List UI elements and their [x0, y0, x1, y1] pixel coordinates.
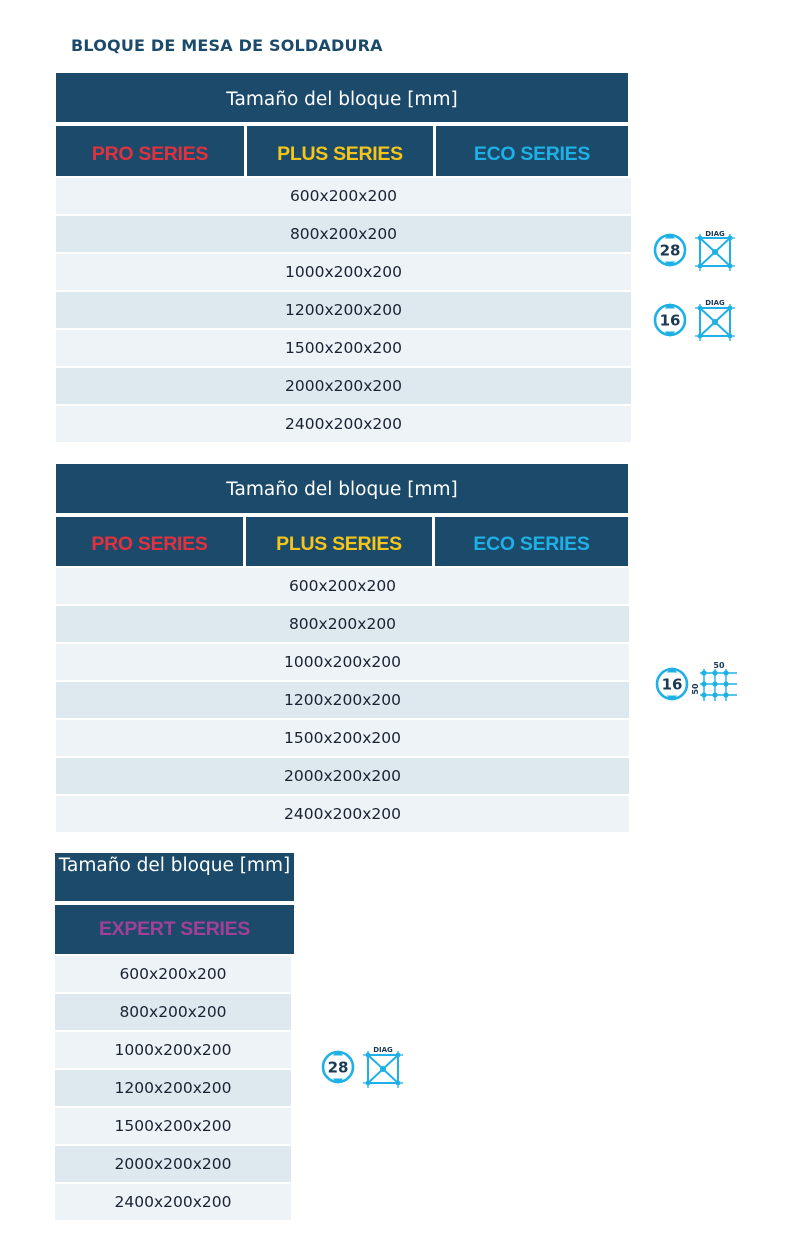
table-row: 1200x200x200	[56, 292, 631, 328]
grid-top-label: 50	[713, 661, 725, 670]
diameter-28-diag-icon	[651, 228, 743, 272]
pro-series-label: PRO SERIES	[56, 126, 244, 176]
series-row	[55, 905, 295, 954]
table-row: 1000x200x200	[55, 1032, 291, 1068]
diameter-28-diag-icon	[319, 1043, 411, 1089]
table-row: 800x200x200	[55, 994, 291, 1030]
table-header: Tamaño del bloque [mm]	[55, 853, 294, 901]
plus-series-label: PLUS SERIES	[247, 126, 433, 176]
table-row: 2000x200x200	[56, 368, 631, 404]
table-row: 1200x200x200	[55, 1070, 291, 1106]
diameter-value: 28	[659, 241, 681, 260]
grid-side-label: 50	[691, 683, 700, 695]
diameter-value: 16	[661, 675, 683, 694]
table-row: 2400x200x200	[56, 406, 631, 442]
table-row: 1000x200x200	[56, 254, 631, 290]
pro-series-label: PRO SERIES	[56, 517, 243, 566]
table-header: Tamaño del bloque [mm]	[56, 73, 628, 122]
eco-series-label: ECO SERIES	[436, 126, 628, 176]
table-row: 600x200x200	[55, 956, 291, 992]
diameter-16-diag-icon	[651, 296, 743, 342]
table-row: 600x200x200	[56, 568, 629, 604]
block-table-3	[55, 853, 295, 1220]
table-row: 2000x200x200	[56, 758, 629, 794]
table-row: 2000x200x200	[55, 1146, 291, 1182]
table-header: Tamaño del bloque [mm]	[56, 464, 628, 513]
diag-label: DIAG	[373, 1046, 393, 1054]
plus-series-label: PLUS SERIES	[246, 517, 432, 566]
diameter-16-grid-icon	[653, 659, 743, 707]
table-row: 1500x200x200	[56, 330, 631, 366]
block-table-2	[56, 464, 629, 832]
table-row: 800x200x200	[56, 606, 629, 642]
diameter-value: 28	[327, 1058, 349, 1077]
block-table-1	[56, 73, 631, 442]
table-row: 1000x200x200	[56, 644, 629, 680]
table-row: 1200x200x200	[56, 682, 629, 718]
table-row: 800x200x200	[56, 216, 631, 252]
table-row: 600x200x200	[56, 178, 631, 214]
page-title: BLOQUE DE MESA DE SOLDADURA	[71, 36, 383, 55]
expert-series-label: EXPERT SERIES	[55, 905, 294, 954]
diameter-value: 16	[659, 311, 681, 330]
table-row: 2400x200x200	[56, 796, 629, 832]
table-row: 1500x200x200	[55, 1108, 291, 1144]
table-row: 2400x200x200	[55, 1184, 291, 1220]
eco-series-label: ECO SERIES	[435, 517, 628, 566]
table-row: 1500x200x200	[56, 720, 629, 756]
diag-label: DIAG	[705, 230, 725, 238]
series-row	[56, 517, 629, 566]
series-row	[56, 126, 631, 176]
diag-label: DIAG	[705, 299, 725, 307]
